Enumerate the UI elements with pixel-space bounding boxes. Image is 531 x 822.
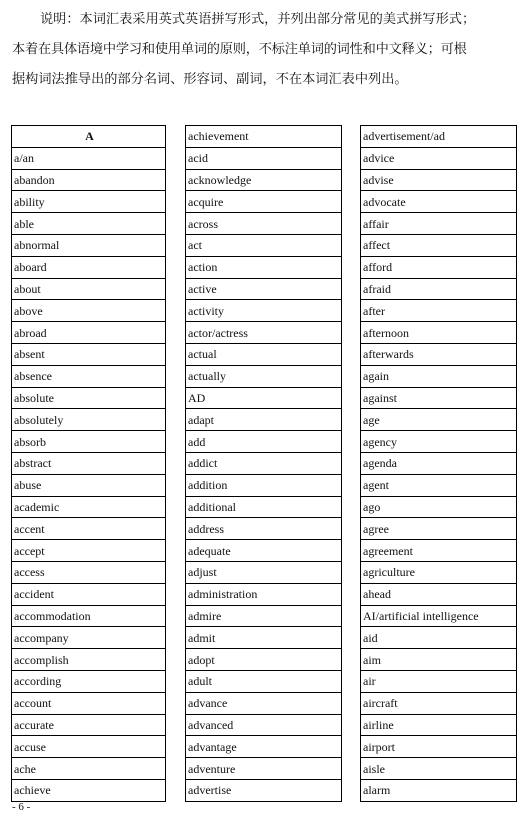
- vocab-word: about: [12, 278, 166, 300]
- vocab-word: absolute: [12, 387, 166, 409]
- vocab-word: AI/artificial intelligence: [361, 605, 517, 627]
- vocab-word: acknowledge: [186, 169, 342, 191]
- vocab-row: [361, 343, 517, 365]
- vocab-word: aid: [361, 627, 517, 649]
- vocab-word: aboard: [12, 256, 166, 278]
- vocab-word: address: [186, 518, 342, 540]
- vocab-word: acid: [186, 147, 342, 169]
- vocab-word: agree: [361, 518, 517, 540]
- vocab-row: [186, 452, 342, 474]
- vocab-column-3: [360, 125, 517, 802]
- vocab-row: [12, 147, 166, 169]
- vocab-row: [12, 561, 166, 583]
- vocab-row: [361, 322, 517, 344]
- vocab-word: access: [12, 561, 166, 583]
- vocab-word: afternoon: [361, 322, 517, 344]
- vocab-row: [12, 126, 166, 148]
- vocab-word: a/an: [12, 147, 166, 169]
- vocab-word: adjust: [186, 561, 342, 583]
- vocab-word: accident: [12, 583, 166, 605]
- vocab-row: [186, 714, 342, 736]
- vocab-word: adopt: [186, 649, 342, 671]
- vocab-row: [12, 234, 166, 256]
- vocab-row: [361, 452, 517, 474]
- vocab-word: actually: [186, 365, 342, 387]
- vocab-row: [186, 583, 342, 605]
- vocab-word: accompany: [12, 627, 166, 649]
- vocab-row: [186, 670, 342, 692]
- vocab-row: [12, 365, 166, 387]
- vocab-word: adapt: [186, 409, 342, 431]
- vocab-row: [361, 758, 517, 780]
- vocab-word: adequate: [186, 540, 342, 562]
- vocab-word: affect: [361, 234, 517, 256]
- vocab-word: accommodation: [12, 605, 166, 627]
- vocab-row: [12, 670, 166, 692]
- vocab-row: [186, 126, 342, 148]
- vocab-word: absent: [12, 343, 166, 365]
- vocab-word: accomplish: [12, 649, 166, 671]
- vocab-row: [361, 736, 517, 758]
- vocab-row: [12, 191, 166, 213]
- vocab-word: absence: [12, 365, 166, 387]
- vocab-word: adventure: [186, 758, 342, 780]
- vocab-row: [361, 649, 517, 671]
- vocab-word: abroad: [12, 322, 166, 344]
- vocab-word: abstract: [12, 452, 166, 474]
- vocab-row: [186, 191, 342, 213]
- intro-note: [12, 5, 520, 95]
- vocab-row: [361, 147, 517, 169]
- vocab-word: accent: [12, 518, 166, 540]
- vocab-word: affair: [361, 213, 517, 235]
- vocab-word: agent: [361, 474, 517, 496]
- vocab-row: [186, 692, 342, 714]
- vocab-row: [361, 692, 517, 714]
- vocab-row: [186, 322, 342, 344]
- vocab-row: [186, 387, 342, 409]
- vocab-row: [12, 758, 166, 780]
- vocab-row: [186, 278, 342, 300]
- vocab-row: [186, 300, 342, 322]
- vocab-word: add: [186, 431, 342, 453]
- vocab-row: [186, 409, 342, 431]
- vocab-row: [12, 518, 166, 540]
- vocab-word: activity: [186, 300, 342, 322]
- vocab-word: absorb: [12, 431, 166, 453]
- vocab-row: [186, 431, 342, 453]
- vocab-row: [361, 474, 517, 496]
- vocab-word: able: [12, 213, 166, 235]
- vocab-row: [186, 758, 342, 780]
- vocab-row: [186, 147, 342, 169]
- vocab-row: [361, 213, 517, 235]
- vocab-row: [186, 540, 342, 562]
- vocab-word: advocate: [361, 191, 517, 213]
- vocab-row: [361, 365, 517, 387]
- vocab-word: administration: [186, 583, 342, 605]
- vocab-word: against: [361, 387, 517, 409]
- vocab-row: [12, 649, 166, 671]
- vocab-word: advance: [186, 692, 342, 714]
- vocab-word: account: [12, 692, 166, 714]
- vocab-row: [361, 670, 517, 692]
- vocab-row: [361, 496, 517, 518]
- section-letter-heading: A: [12, 126, 166, 148]
- vocab-row: [12, 431, 166, 453]
- vocab-word: according: [12, 670, 166, 692]
- vocab-row: [361, 605, 517, 627]
- vocab-row: [361, 409, 517, 431]
- vocab-word: agreement: [361, 540, 517, 562]
- vocab-word: aim: [361, 649, 517, 671]
- vocab-row: [12, 496, 166, 518]
- vocab-word: ahead: [361, 583, 517, 605]
- vocab-row: [186, 779, 342, 801]
- vocab-word: abuse: [12, 474, 166, 496]
- vocab-row: [12, 322, 166, 344]
- vocab-row: [12, 256, 166, 278]
- vocab-word: addict: [186, 452, 342, 474]
- vocab-word: airport: [361, 736, 517, 758]
- vocab-word: achievement: [186, 126, 342, 148]
- vocab-row: [361, 431, 517, 453]
- vocab-word: act: [186, 234, 342, 256]
- intro-line-3: 据构词法推导出的部分名词、形容词、副词，不在本词汇表中列出。: [12, 72, 408, 87]
- page-number: - 6 -: [12, 801, 31, 813]
- vocab-word: actual: [186, 343, 342, 365]
- vocab-word: actor/actress: [186, 322, 342, 344]
- vocab-word: admit: [186, 627, 342, 649]
- vocab-word: advertisement/ad: [361, 126, 517, 148]
- vocab-row: [12, 627, 166, 649]
- vocab-row: [12, 714, 166, 736]
- vocab-word: advertise: [186, 779, 342, 801]
- vocab-word: agency: [361, 431, 517, 453]
- vocab-column-1: [11, 125, 166, 802]
- vocab-word: after: [361, 300, 517, 322]
- vocab-row: [361, 518, 517, 540]
- vocab-word: ability: [12, 191, 166, 213]
- vocab-row: [186, 649, 342, 671]
- vocab-word: aisle: [361, 758, 517, 780]
- vocab-row: [361, 779, 517, 801]
- vocab-row: [186, 213, 342, 235]
- vocab-row: [361, 234, 517, 256]
- vocab-row: [186, 365, 342, 387]
- vocab-word: absolutely: [12, 409, 166, 431]
- vocab-row: [12, 692, 166, 714]
- vocab-word: ache: [12, 758, 166, 780]
- vocab-word: additional: [186, 496, 342, 518]
- vocab-row: [361, 256, 517, 278]
- vocab-word: accept: [12, 540, 166, 562]
- vocab-word: admire: [186, 605, 342, 627]
- vocab-row: [361, 126, 517, 148]
- vocab-row: [186, 736, 342, 758]
- vocab-row: [12, 779, 166, 801]
- vocab-word: air: [361, 670, 517, 692]
- vocab-row: [12, 605, 166, 627]
- vocab-row: [361, 300, 517, 322]
- vocab-row: [361, 191, 517, 213]
- vocab-word: again: [361, 365, 517, 387]
- vocab-row: [361, 714, 517, 736]
- vocab-word: advantage: [186, 736, 342, 758]
- vocab-word: agenda: [361, 452, 517, 474]
- vocab-row: [12, 387, 166, 409]
- vocab-word: addition: [186, 474, 342, 496]
- vocab-row: [361, 169, 517, 191]
- vocab-row: [361, 561, 517, 583]
- vocab-row: [12, 474, 166, 496]
- vocab-row: [186, 343, 342, 365]
- vocab-word: afford: [361, 256, 517, 278]
- vocab-row: [12, 409, 166, 431]
- vocab-row: [12, 169, 166, 191]
- vocab-row: [12, 452, 166, 474]
- vocab-word: action: [186, 256, 342, 278]
- intro-line-2: 本着在具体语境中学习和使用单词的原则，不标注单词的词性和中文释义；可根: [12, 42, 467, 57]
- vocab-row: [186, 169, 342, 191]
- vocab-row: [12, 343, 166, 365]
- vocab-row: [361, 387, 517, 409]
- vocab-row: [12, 213, 166, 235]
- vocab-word: AD: [186, 387, 342, 409]
- vocab-row: [12, 278, 166, 300]
- vocab-word: achieve: [12, 779, 166, 801]
- vocab-word: above: [12, 300, 166, 322]
- vocab-word: abnormal: [12, 234, 166, 256]
- vocab-row: [186, 605, 342, 627]
- vocab-row: [186, 561, 342, 583]
- vocab-word: advise: [361, 169, 517, 191]
- vocab-word: airline: [361, 714, 517, 736]
- vocab-word: adult: [186, 670, 342, 692]
- vocab-row: [12, 300, 166, 322]
- vocab-row: [186, 234, 342, 256]
- vocab-word: across: [186, 213, 342, 235]
- vocab-word: advanced: [186, 714, 342, 736]
- vocab-word: afterwards: [361, 343, 517, 365]
- vocab-row: [186, 256, 342, 278]
- vocab-word: age: [361, 409, 517, 431]
- vocab-row: [361, 583, 517, 605]
- vocab-word: agriculture: [361, 561, 517, 583]
- intro-line-1: 说明：本词汇表采用英式英语拼写形式，并列出部分常见的美式拼写形式；: [40, 12, 476, 27]
- vocab-word: abandon: [12, 169, 166, 191]
- vocab-row: [361, 627, 517, 649]
- vocab-row: [186, 518, 342, 540]
- vocab-row: [12, 736, 166, 758]
- vocab-word: ago: [361, 496, 517, 518]
- vocab-word: alarm: [361, 779, 517, 801]
- vocab-row: [12, 540, 166, 562]
- vocab-word: afraid: [361, 278, 517, 300]
- vocab-row: [12, 583, 166, 605]
- vocab-word: accuse: [12, 736, 166, 758]
- vocab-row: [361, 540, 517, 562]
- vocab-column-2: [185, 125, 342, 802]
- vocab-word: advice: [361, 147, 517, 169]
- vocab-word: acquire: [186, 191, 342, 213]
- vocab-row: [361, 278, 517, 300]
- vocab-word: active: [186, 278, 342, 300]
- vocab-word: academic: [12, 496, 166, 518]
- vocab-row: [186, 627, 342, 649]
- vocab-word: aircraft: [361, 692, 517, 714]
- vocab-row: [186, 496, 342, 518]
- vocab-word: accurate: [12, 714, 166, 736]
- vocab-row: [186, 474, 342, 496]
